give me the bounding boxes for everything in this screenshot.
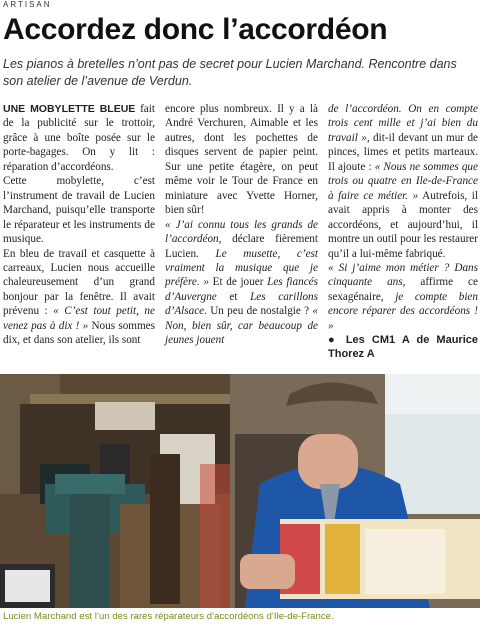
lead-in: UNE MOBYLETTE BLEUE <box>3 103 136 115</box>
photo-lucien-marchand <box>0 374 480 608</box>
column-3 <box>328 102 478 361</box>
paragraph-2: Cette mobylette, c’est l’instrument de travail de Lucien Marchand, puisqu’elle transporte le réparateur et les instruments de musique. <box>3 175 155 246</box>
headline: Accordez donc l’accordéon <box>3 13 388 46</box>
song-title: Les carillons d’Alsace <box>165 290 319 318</box>
song-title: Les fiancés d’Auvergne <box>165 276 319 303</box>
paragraph-1: UNE MOBYLETTE BLEUE fait de la publicité sur le trottoir, grâce à une boîte posée sur le porte-bagages. On y lit : réparation d’accordéons. <box>3 103 155 173</box>
column-2 <box>165 102 318 348</box>
standfirst: Les pianos à bretelles n’ont pas de secret pour Lucien Marchand. Rencontre dans son atelier de l’avenue de Verdun. <box>3 57 457 88</box>
rubric: ARTISAN <box>3 0 52 9</box>
paragraph-5: « J’ai connu tous les grands de l’accordéon, déclare fièrement Lucien. Le musette, c’est vraiment la musique que je préfère. » Et de jouer Les fiancés d’Auvergne et Les carillons d’Alsace. Un peu de nostalgie ? « Non, bien sûr, car beaucoup de jeunes jouent <box>165 218 319 347</box>
paragraph-7: « Si j’aime mon métier ? Dans cinquante ans, affirme ce sexagénaire, je compte bien encore réparer des accordéons ! » <box>328 261 478 332</box>
photo-caption: Lucien Marchand est l’un des rares réparateurs d’accordéons d’Ile-de-France. <box>3 611 334 622</box>
paragraph-6: de l’accordéon. On en compte trois cent mille et j’ai bien du travail », dit-il devant un mur de pinces, limes et petits marteaux. Il ajoute : « Nous ne sommes que trois ou quatre en Ile-de-France à faire ce métier. » Autrefois, il avait appris à monter des accordéons, et aujourd’hui, il montre un outil pour les restaurer qu’il a lui-même fabriqué. <box>328 103 478 260</box>
byline: ● Les CM1 A de Maurice Thorez A <box>328 334 478 361</box>
paragraph-3: En bleu de travail et casquette à carreaux, Lucien nous accueille chaleureusement d’un grand bonjour par la fenêtre. Il avait prévenu : « C’est tout petit, ne venez pas à dix ! » Nous sommes dix, et dans son atelier, ils sont <box>3 247 156 347</box>
column-1 <box>3 102 155 348</box>
paragraph-4: encore plus nombreux. Il y a là André Verchuren, Aimable et les autres, dont les pochettes de disques servent de papier peint. Sur une petite étagère, on peut même voir le Tour de France en miniature avec Yvette Horner, bien sûr! <box>165 103 318 217</box>
